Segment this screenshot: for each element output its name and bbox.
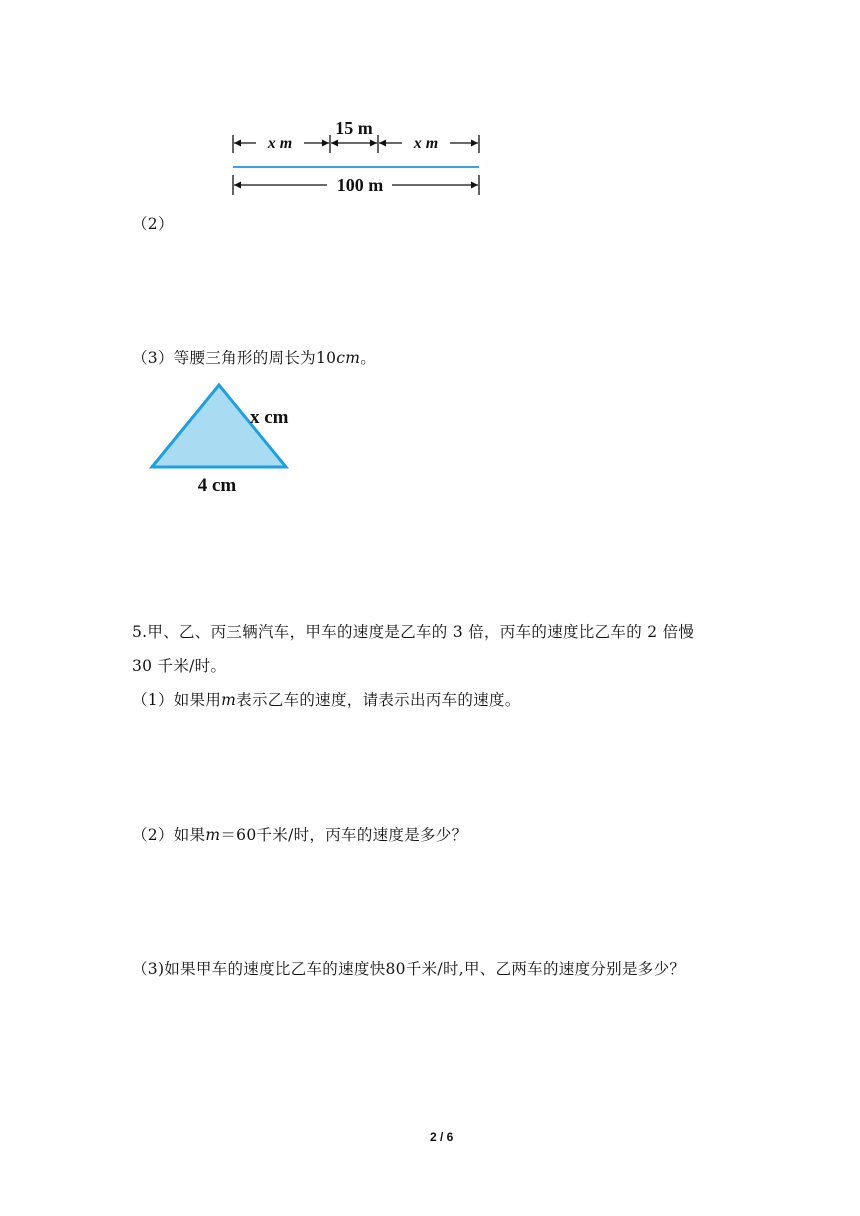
left-segment-label: x m (267, 135, 293, 152)
question-5-line-2: 30 千米/时。 (132, 657, 227, 675)
sub-1-suffix: 表示乙车的速度，请表示出丙车的速度。 (236, 691, 521, 709)
variable-m: m (205, 826, 221, 844)
sub-question-3-prefix: （3）等腰三角形的周长为10 (132, 349, 337, 367)
sub-2-suffix: ＝60千米/时，丙车的速度是多少？ (220, 826, 468, 844)
total-length-label: 100 m (336, 175, 384, 195)
question-5-sub-3: （3)如果甲车的速度比乙车的速度快80千米/时,甲、乙两车的速度分别是多少？ (132, 960, 686, 978)
sub-question-3-suffix: 。 (360, 349, 377, 367)
isosceles-triangle-figure (140, 378, 320, 498)
sub-2-prefix: （2）如果 (132, 826, 206, 844)
triangle-base-label: 4 cm (197, 475, 237, 496)
sub-1-prefix: （1）如果用 (132, 691, 222, 709)
question-5-line-1: 5.甲、乙、丙三辆汽车，甲车的速度是乙车的 3 倍，丙车的速度比乙车的 2 倍慢 (132, 623, 695, 641)
variable-m: m (221, 691, 237, 709)
middle-segment-label: 15 m (335, 118, 373, 138)
sub-question-2-label: （2） (132, 215, 174, 233)
segment-diagram (220, 110, 500, 200)
right-segment-label: x m (413, 135, 439, 152)
triangle-side-label: x cm (250, 407, 289, 428)
unit-cm: cm (336, 349, 361, 367)
page-number: 2 / 6 (430, 1130, 454, 1144)
sub-question-3-text (132, 346, 376, 368)
question-5-sub-2 (132, 823, 467, 845)
question-5-sub-1 (132, 688, 521, 710)
